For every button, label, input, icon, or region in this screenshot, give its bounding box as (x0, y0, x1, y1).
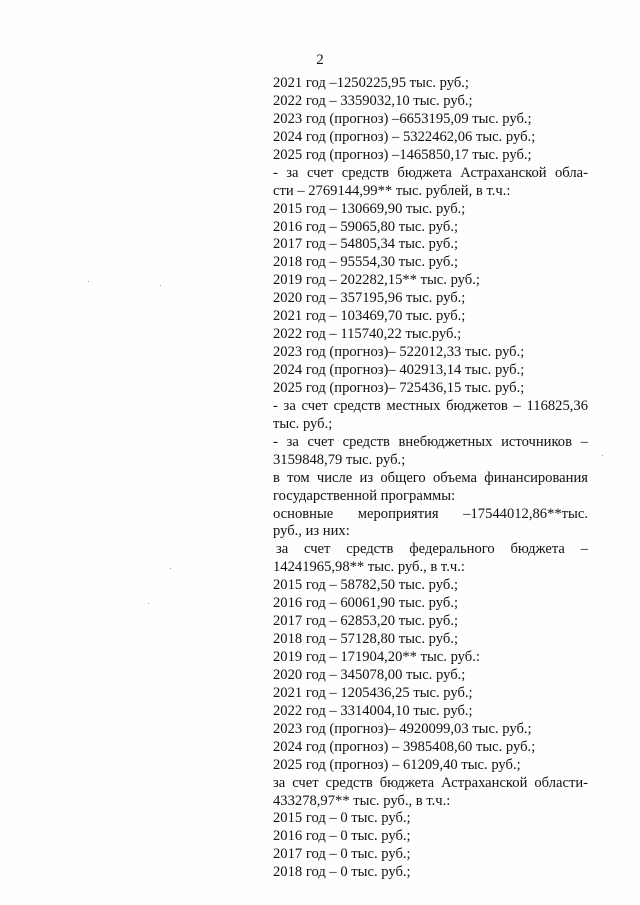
text-line: 2024 год (прогноз)– 402913,14 тыс. руб.; (273, 362, 525, 378)
text-line: 2020 год – 357195,96 тыс. руб.; (273, 290, 466, 307)
scan-speck (160, 285, 161, 286)
text-line: 2017 год – 0 тыс. руб.; (273, 846, 411, 863)
scan-speck (148, 603, 149, 604)
text-line: 2024 год (прогноз) – 5322462,06 тыс. руб.; (273, 128, 536, 145)
text-line: 2019 год – 202282,15** тыс. руб.; (273, 272, 480, 289)
text-line: 14241965,98** тыс. руб., в т.ч.: (273, 559, 465, 576)
text-line: 2022 год – 3314004,10 тыс. руб.; (273, 702, 473, 719)
text-line: за счет средств федерального бюджета – (276, 541, 588, 558)
text-line: в том числе из общего объема финансирования (273, 469, 588, 486)
text-line: руб., из них: (273, 523, 350, 540)
text-line: 2023 год (прогноз) –6653195,09 тыс. руб.; (273, 110, 532, 127)
text-line: 2021 год – 1205436,25 тыс. руб.; (273, 684, 473, 701)
text-line: 2023 год (прогноз)– 522012,33 тыс. руб.; (273, 344, 525, 361)
scan-speck (602, 455, 603, 456)
text-line: 3159848,79 тыс. руб.; (273, 451, 406, 468)
text-line: 2024 год (прогноз) – 3985408,60 тыс. руб.; (273, 738, 536, 755)
text-line: 2019 год – 171904,20** тыс. руб.: (273, 649, 480, 665)
text-line: 2018 год – 95554,30 тыс. руб.; (273, 254, 459, 271)
text-line: - за счет средств внебюджетных источников – (273, 433, 588, 450)
text-line: 2025 год (прогноз) – 61209,40 тыс. руб.; (273, 756, 521, 773)
text-line: 2016 год – 60061,90 тыс. руб.; (273, 595, 459, 612)
text-line: - за счет средств бюджета Астраханской обла- (273, 164, 588, 181)
text-line: за счет средств бюджета Астраханской области- (273, 774, 588, 791)
text-line: основные мероприятия –17544012,86**тыс. (273, 505, 588, 522)
text-line: 433278,97** тыс. руб., в т.ч.: (273, 792, 451, 809)
text-line: 2017 год – 62853,20 тыс. руб.; (273, 613, 459, 630)
text-line: 2015 год – 130669,90 тыс. руб.; (273, 200, 466, 217)
text-line: государственной программы: (273, 487, 456, 504)
text-line: тыс. руб.; (273, 415, 333, 432)
text-line: 2025 год (прогноз)– 725436,15 тыс. руб.; (273, 379, 525, 396)
text-line: 2017 год – 54805,34 тыс. руб.; (273, 236, 459, 253)
text-line: 2018 год – 0 тыс. руб.; (273, 864, 411, 881)
scan-speck (88, 281, 89, 282)
text-line: 2018 год – 57128,80 тыс. руб.; (273, 631, 459, 648)
page-number: 2 (316, 52, 324, 68)
scan-speck (170, 568, 171, 569)
text-line: 2021 год – 103469,70 тыс. руб.; (273, 308, 466, 325)
text-line: 2015 год – 0 тыс. руб.; (273, 810, 411, 827)
text-line: 2021 год –1250225,95 тыс. руб.; (273, 75, 469, 91)
text-line: 2016 год – 59065,80 тыс. руб.; (273, 218, 459, 235)
text-line: 2022 год – 115740,22 тыс.руб.; (273, 326, 462, 343)
text-line: 2025 год (прогноз) –1465850,17 тыс. руб.; (273, 146, 532, 163)
text-line: 2015 год – 58782,50 тыс. руб.; (273, 577, 459, 594)
text-line: 2020 год – 345078,00 тыс. руб.; (273, 666, 466, 683)
text-line: сти – 2769144,99** тыс. рублей, в т.ч.: (273, 182, 511, 199)
text-line: - за счет средств местных бюджетов – 116825,36 (273, 397, 588, 414)
text-line: 2023 год (прогноз)– 4920099,03 тыс. руб.; (273, 720, 532, 737)
financing-text-column (273, 75, 588, 882)
text-line: 2022 год – 3359032,10 тыс. руб.; (273, 92, 473, 109)
text-line: 2016 год – 0 тыс. руб.; (273, 828, 411, 845)
